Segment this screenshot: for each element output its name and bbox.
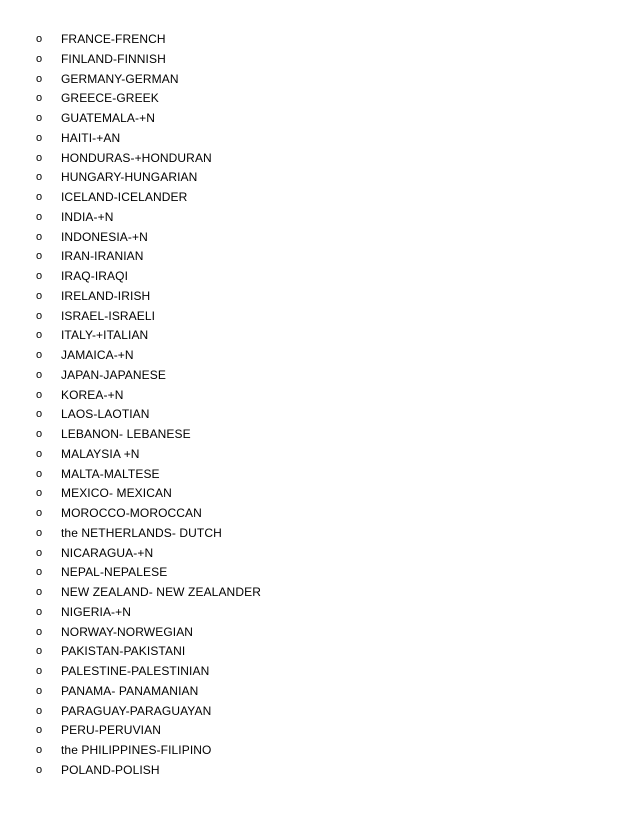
list-item-label: FINLAND-FINNISH <box>61 51 166 66</box>
list-item-label: NEW ZEALAND- NEW ZEALANDER <box>61 585 261 599</box>
list-item-label: GUATEMALA-+N <box>61 111 155 125</box>
list-item-label: HONDURAS-+HONDURAN <box>61 150 212 165</box>
bullet-icon: o <box>36 388 43 401</box>
list-item-label: LAOS-LAOTIAN <box>61 407 150 422</box>
bullet-icon: o <box>36 605 43 618</box>
list-item-label: PARAGUAY-PARAGUAYAN <box>61 703 212 718</box>
bullet-icon: o <box>36 72 43 85</box>
bullet-icon: o <box>36 131 43 144</box>
list-item-label: LEBANON- LEBANESE <box>61 427 191 441</box>
bullet-icon: o <box>36 744 43 756</box>
list-item-label: HAITI-+AN <box>61 130 121 145</box>
list-item-label: INDIA-+N <box>61 209 114 224</box>
bullet-icon: o <box>36 546 43 559</box>
list-item-label: GREECE-GREEK <box>61 91 159 106</box>
list-item-label: NIGERIA-+N <box>61 604 132 619</box>
list-item-label: MALTA-MALTESE <box>61 466 160 481</box>
list-item-label: MALAYSIA +N <box>61 446 140 461</box>
list-item-label: MEXICO- MEXICAN <box>61 486 172 501</box>
bullet-icon: o <box>36 52 43 65</box>
bullet-icon: o <box>36 92 43 105</box>
bullet-icon: o <box>36 250 43 263</box>
bullet-icon: o <box>36 408 43 421</box>
bullet-icon: o <box>36 763 43 776</box>
bullet-icon: o <box>36 33 43 45</box>
list-item-label: HUNGARY-HUNGARIAN <box>61 170 198 185</box>
bullet-icon: o <box>36 270 43 282</box>
list-item-label: JAPAN-JAPANESE <box>61 367 166 382</box>
bullet-icon: o <box>36 368 43 381</box>
bullet-icon: o <box>36 230 43 243</box>
bullet-icon: o <box>36 684 43 697</box>
list-item-label: PERU-PERUVIAN <box>61 723 161 738</box>
bullet-icon: o <box>36 467 43 480</box>
list-item-label: JAMAICA-+N <box>61 348 134 362</box>
list-item-label: INDONESIA-+N <box>61 229 148 244</box>
list-item-label: the NETHERLANDS- DUTCH <box>61 525 222 540</box>
bullet-icon: o <box>36 171 43 184</box>
list-item-label: NORWAY-NORWEGIAN <box>61 624 194 639</box>
list-item-label: PANAMA- PANAMANIAN <box>61 683 199 698</box>
bullet-icon: o <box>36 151 43 164</box>
list-item-label: the PHILIPPINES-FILIPINO <box>61 743 212 757</box>
bullet-icon: o <box>36 447 43 460</box>
bullet-icon: o <box>36 625 43 638</box>
list-item-label: MOROCCO-MOROCCAN <box>61 506 202 520</box>
list-item-label: PALESTINE-PALESTINIAN <box>61 664 210 678</box>
bullet-icon: o <box>36 526 43 539</box>
bullet-icon: o <box>36 645 43 658</box>
bullet-icon: o <box>36 289 43 302</box>
bullet-icon: o <box>36 704 43 717</box>
list-item-label: IRELAND-IRISH <box>61 288 151 303</box>
bullet-icon: o <box>36 309 43 322</box>
bullet-icon: o <box>36 329 43 342</box>
list-item-label: PAKISTAN-PAKISTANI <box>61 644 186 659</box>
list-item-label: ISRAEL-ISRAELI <box>61 308 156 323</box>
bullet-icon: o <box>36 210 43 223</box>
bullet-icon: o <box>36 428 43 440</box>
bullet-icon: o <box>36 487 43 500</box>
list-item-label: IRAQ-IRAQI <box>61 269 129 283</box>
bullet-icon: o <box>36 566 43 579</box>
list-item-label: ICELAND-ICELANDER <box>61 190 188 204</box>
list-item-label: ITALY-+ITALIAN <box>61 328 149 343</box>
bullet-icon: o <box>36 112 43 124</box>
list-item-label: FRANCE-FRENCH <box>61 32 166 46</box>
bullet-icon: o <box>36 349 43 361</box>
bullet-icon: o <box>36 191 43 203</box>
list-item-label: KOREA-+N <box>61 387 124 402</box>
list-item-label: POLAND-POLISH <box>61 762 160 777</box>
list-item-label: IRAN-IRANIAN <box>61 249 144 264</box>
bullet-icon: o <box>36 507 43 519</box>
list-item-label: NICARAGUA-+N <box>61 545 154 560</box>
bullet-icon: o <box>36 586 43 598</box>
bullet-icon: o <box>36 665 43 677</box>
list-item-label: GERMANY-GERMAN <box>61 71 179 86</box>
bullet-icon: o <box>36 724 43 737</box>
list-item-label: NEPAL-NEPALESE <box>61 565 168 580</box>
